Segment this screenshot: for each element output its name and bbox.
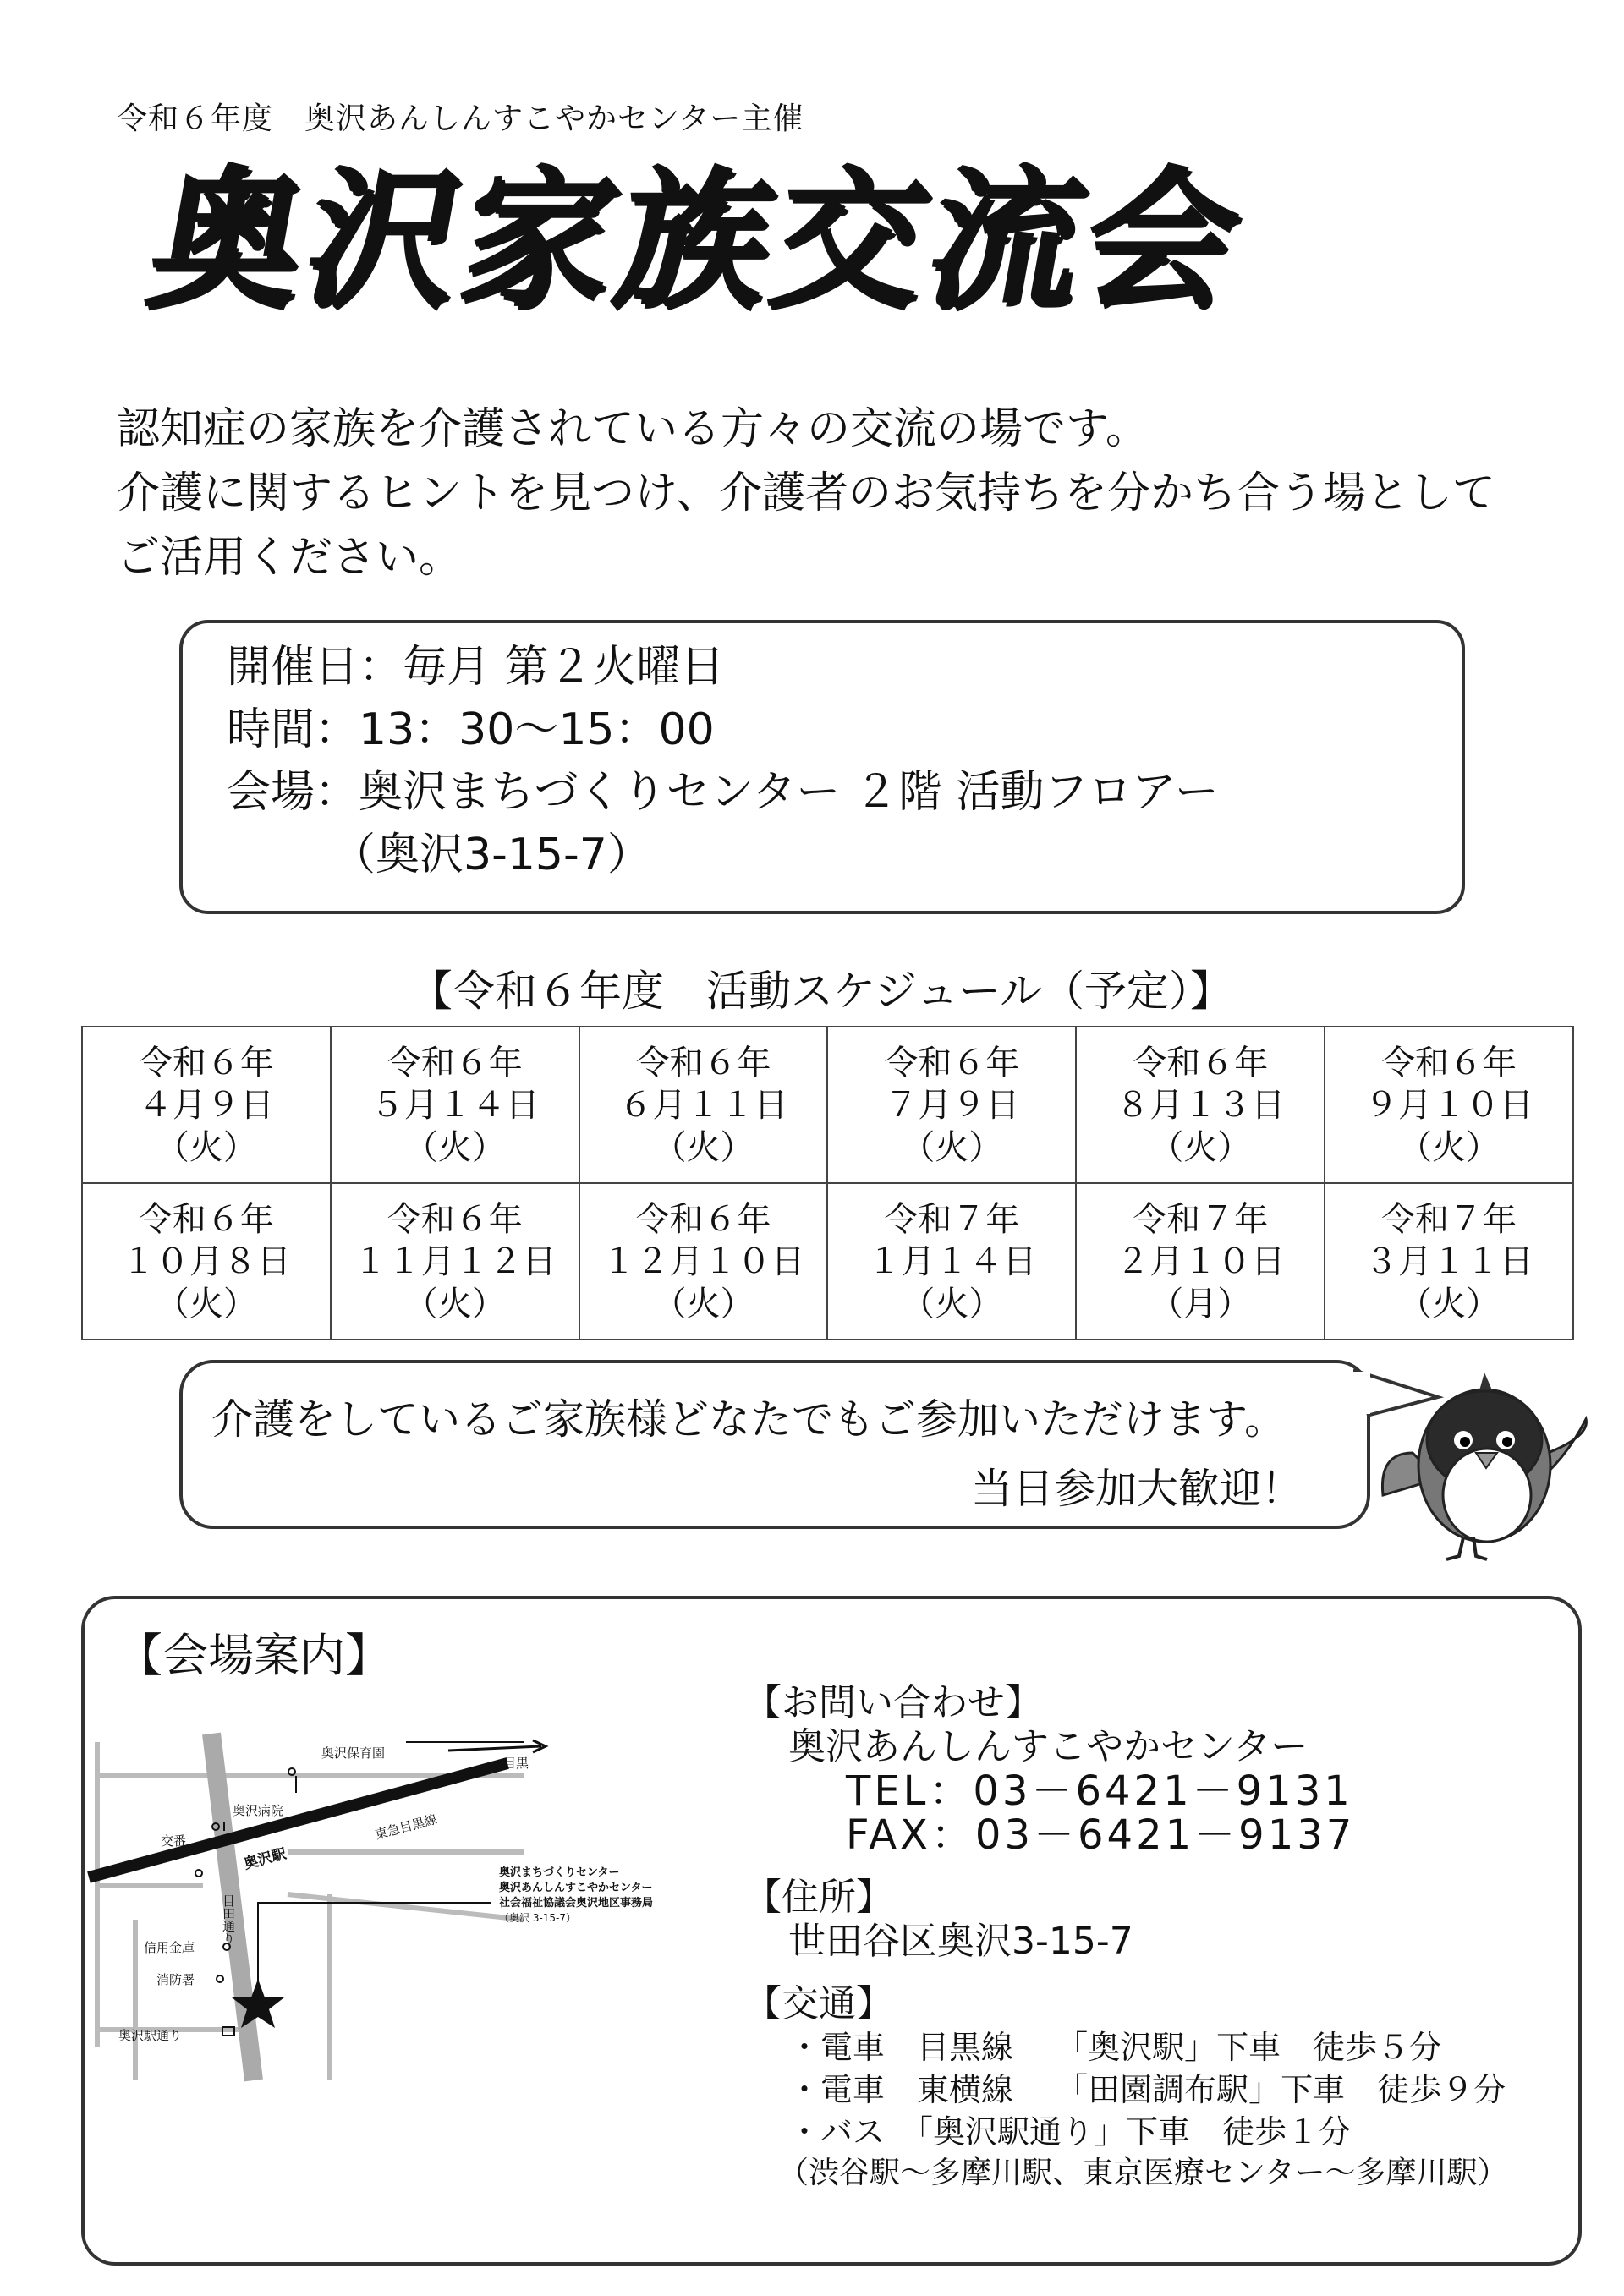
tel-number: TEL：03－6421－9131 bbox=[846, 1767, 1353, 1815]
map-venue-label: 奥沢あんしんすこやかセンター bbox=[499, 1882, 653, 1894]
page-title: 奥沢家族交流会 bbox=[136, 152, 1258, 327]
intro-line: ご活用ください。 bbox=[117, 533, 463, 583]
inquiry-heading: 【お問い合わせ】 bbox=[744, 1681, 1042, 1724]
map-station-label: 奥沢駅 bbox=[242, 1845, 288, 1873]
bubble-text: 当日参加大歓迎！ bbox=[971, 1465, 1303, 1513]
schedule-cell: 令和６年 １０月８日 （火） bbox=[82, 1183, 331, 1340]
schedule-cell: 令和６年 ９月１０日 （火） bbox=[1325, 1027, 1573, 1183]
access-heading: 【交通】 bbox=[744, 1982, 893, 2025]
map-label: 奥沢駅通り bbox=[118, 2028, 183, 2043]
venue-heading: 【会場案内】 bbox=[117, 1629, 391, 1682]
schedule-cell: 令和６年 １２月１０日 （火） bbox=[579, 1183, 828, 1340]
schedule-cell: 令和６年 ５月１４日 （火） bbox=[331, 1027, 579, 1183]
access-note: （渋谷駅～多摩川駅、東京医療センター～多摩川駅） bbox=[778, 2156, 1508, 2190]
fax-number: FAX：03－6421－9137 bbox=[846, 1811, 1356, 1859]
organizer-line: 令和６年度 奥沢あんしんすこやかセンター主催 bbox=[117, 101, 804, 136]
map-label: 東急目黒線 bbox=[373, 1811, 439, 1843]
event-date: 開催日：毎月 第２火曜日 bbox=[227, 642, 725, 693]
schedule-cell: 令和７年 ３月１１日 （火） bbox=[1325, 1183, 1573, 1340]
map-label: 目黒 bbox=[503, 1756, 529, 1771]
table-row bbox=[82, 1183, 1573, 1340]
schedule-cell: 令和６年 ６月１１日 （火） bbox=[579, 1027, 828, 1183]
contact-info bbox=[744, 1681, 1508, 2194]
map-label: 消防署 bbox=[156, 1972, 195, 1987]
map-label: 目田通り bbox=[221, 1894, 236, 1945]
event-venue: 会場：奥沢まちづくりセンター ２階 活動フロアー bbox=[227, 767, 1219, 818]
schedule-table bbox=[81, 1026, 1574, 1340]
access-item: ・電車 目黒線 「奥沢駅」下車 徒歩５分 bbox=[788, 2029, 1442, 2066]
schedule-cell: 令和７年 １月１４日 （火） bbox=[827, 1183, 1076, 1340]
intro-text bbox=[117, 397, 1495, 590]
map-venue-label: （奥沢 3-15-7） bbox=[499, 1912, 577, 1924]
schedule-cell: 令和６年 ４月９日 （火） bbox=[82, 1027, 331, 1183]
intro-line: 介護に関するヒントを見つけ、介護者のお気持ちを分かち合う場として bbox=[117, 469, 1495, 518]
address-text: 世田谷区奥沢3-15-7 bbox=[788, 1920, 1133, 1963]
map-venue-label: 社会福祉協議会奥沢地区事務局 bbox=[499, 1897, 654, 1910]
bubble-text: 介護をしているご家族様どなたでもご参加いただけます。 bbox=[211, 1395, 1287, 1444]
schedule-cell: 令和７年 ２月１０日 （月） bbox=[1076, 1183, 1325, 1340]
map-label: 奥沢保育園 bbox=[321, 1745, 386, 1761]
event-time: 時間：13：30～15：00 bbox=[227, 704, 715, 755]
table-row bbox=[82, 1027, 1573, 1183]
map-label: 信用金庫 bbox=[144, 1940, 195, 1955]
address-heading: 【住所】 bbox=[744, 1876, 893, 1919]
map-label: 交番 bbox=[161, 1833, 187, 1849]
access-item: ・電車 東横線 「田園調布駅」下車 徒歩９分 bbox=[788, 2071, 1506, 2108]
center-name: 奥沢あんしんすこやかセンター bbox=[788, 1725, 1309, 1768]
event-address: （奥沢3-15-7） bbox=[332, 830, 651, 880]
bird-mascot-icon bbox=[1379, 1360, 1590, 1563]
intro-line: 認知症の家族を介護されている方々の交流の場です。 bbox=[117, 404, 1149, 454]
event-info bbox=[227, 636, 1219, 886]
schedule-heading: 【令和６年度 活動スケジュール（予定）】 bbox=[410, 967, 1232, 1016]
schedule-cell: 令和６年 ７月９日 （火） bbox=[827, 1027, 1076, 1183]
access-item: ・バス 「奥沢駅通り」下車 徒歩１分 bbox=[788, 2113, 1352, 2151]
schedule-cell: 令和６年 ８月１３日 （火） bbox=[1076, 1027, 1325, 1183]
schedule-cell: 令和６年 １１月１２日 （火） bbox=[331, 1183, 579, 1340]
map-venue-label: 奥沢まちづくりセンター bbox=[499, 1866, 620, 1879]
venue-map bbox=[85, 1725, 727, 2089]
map-label: 奥沢病院 bbox=[233, 1803, 284, 1818]
